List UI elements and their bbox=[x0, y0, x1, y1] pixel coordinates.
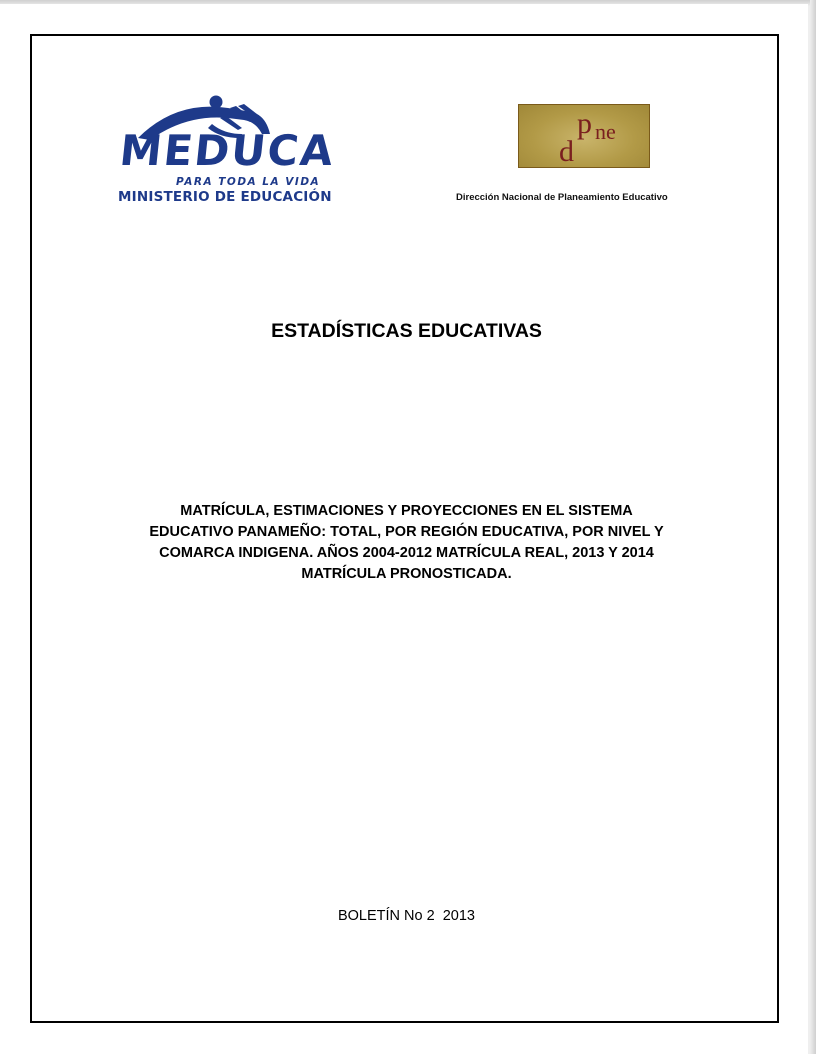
document-title: ESTADÍSTICAS EDUCATIVAS bbox=[271, 320, 542, 342]
document-page bbox=[0, 4, 808, 1054]
meduca-tagline: PARA TODA LA VIDA bbox=[176, 176, 321, 188]
document-subtitle bbox=[92, 501, 721, 585]
page-border-frame bbox=[30, 34, 779, 1023]
meduca-ministry-name: MINISTERIO DE EDUCACIÓN bbox=[118, 189, 332, 205]
subtitle-line: MATRÍCULA PRONOSTICADA. bbox=[301, 566, 512, 582]
subtitle-line: COMARCA INDIGENA. AÑOS 2004-2012 MATRÍCULA REAL, 2013 Y 2014 bbox=[159, 545, 654, 561]
viewer-right-shadow bbox=[810, 0, 816, 1054]
dnpe-letters-ne: ne bbox=[595, 119, 616, 144]
dnpe-logo bbox=[518, 104, 650, 168]
bulletin-number: BOLETÍN No 2 2013 bbox=[337, 908, 475, 924]
meduca-logo bbox=[116, 94, 348, 212]
dnpe-monogram-icon bbox=[519, 105, 648, 166]
dnpe-letter-p: p bbox=[577, 107, 592, 140]
dnpe-caption: Dirección Nacional de Planeamiento Educativo bbox=[456, 192, 668, 203]
meduca-brand-text: MEDUCA bbox=[117, 126, 338, 175]
subtitle-line: MATRÍCULA, ESTIMACIONES Y PROYECCIONES EN EL SISTEMA bbox=[180, 503, 633, 519]
subtitle-line: EDUCATIVO PANAMEÑO: TOTAL, POR REGIÓN EDUCATIVA, POR NIVEL Y bbox=[149, 524, 664, 540]
dnpe-letter-d: d bbox=[559, 135, 574, 166]
